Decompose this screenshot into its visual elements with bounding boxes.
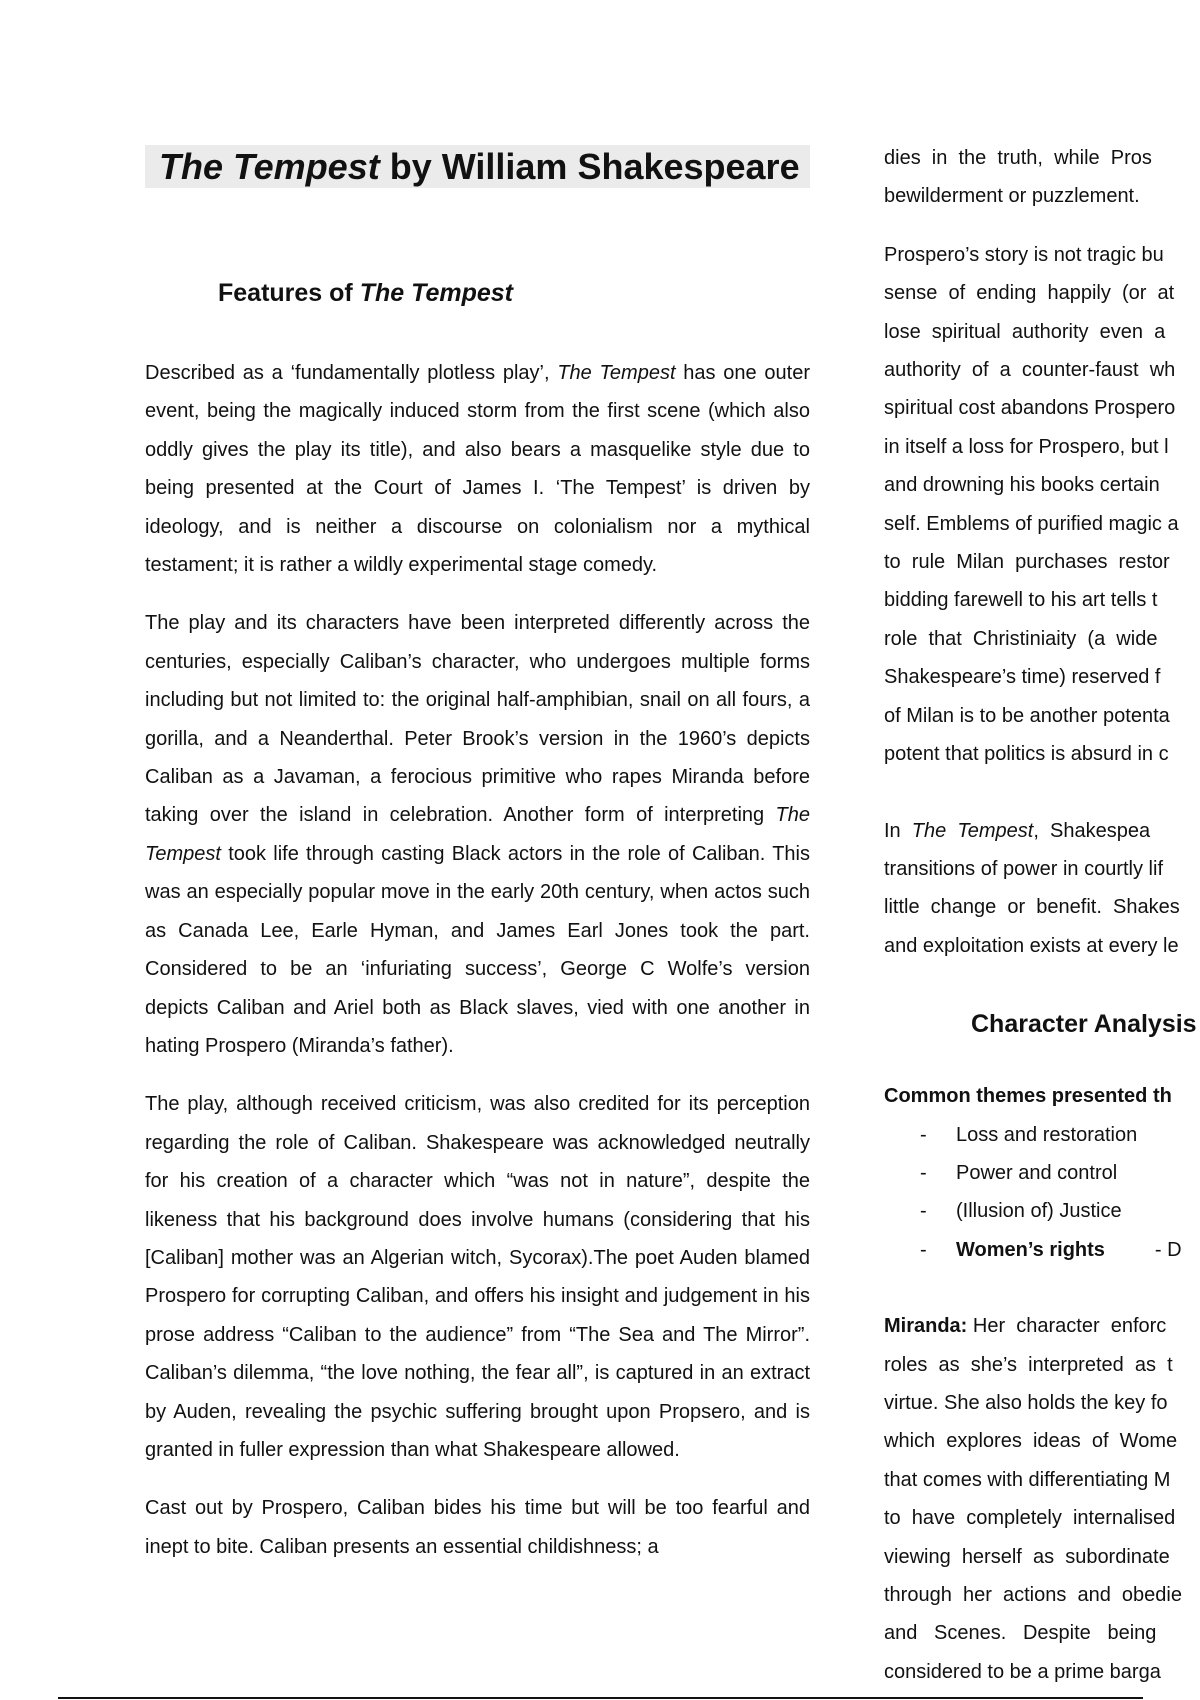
list-dash: - <box>920 1200 927 1223</box>
text-span: Her character enforc <box>967 1315 1167 1338</box>
text-line: sense of ending happily (or at <box>884 282 1175 305</box>
miranda-label: Miranda: <box>884 1315 968 1338</box>
text-line: spiritual cost abandons Prospero <box>884 397 1176 420</box>
list-item <box>884 1154 1200 1192</box>
list-item <box>884 1231 1200 1269</box>
text-line: which explores ideas of Wome <box>884 1430 1178 1453</box>
paragraph-4: Cast out by Prospero, Caliban bides his time but will be too fearful and inept to bite. Caliban presents an essential childishness; a <box>145 1497 810 1558</box>
section-heading-character-analysis: Character Analysis <box>971 1010 1197 1039</box>
text-line: to rule Milan purchases restor <box>884 551 1170 574</box>
text-line: authority of a counter-faust wh <box>884 359 1176 382</box>
list-item-label: Loss and restoration <box>956 1123 1138 1146</box>
paragraph-1-italic: The Tempest <box>557 362 676 384</box>
text-line <box>884 812 1200 850</box>
list-item-label: Women’s rights <box>956 1238 1105 1261</box>
text-line: considered to be a prime barga <box>884 1660 1161 1683</box>
themes-list <box>884 1116 1200 1270</box>
text-line: lose spiritual authority even a <box>884 320 1166 343</box>
list-item-label: (Illusion of) Justice <box>956 1200 1122 1223</box>
text-line: of Milan is to be another potenta <box>884 704 1170 727</box>
paragraph-1-a: Described as a ‘fundamentally plotless play’, <box>145 362 558 384</box>
list-item <box>884 1116 1200 1154</box>
paragraph-1 <box>145 354 810 584</box>
list-item-suffix: - D <box>1154 1238 1182 1261</box>
right-block-2 <box>884 236 1200 774</box>
title-rest: by William Shakespeare <box>379 146 800 187</box>
paragraph-2-italic: The Tempest <box>145 804 810 865</box>
right-block-1 <box>884 139 1200 216</box>
text-line: bidding farewell to his art tells t <box>884 589 1158 612</box>
paragraph-2-a: The play and its characters have been interpreted differently across the centuries, especially Caliban’s character, who undergoes multiple forms including but not limited to: the original half-amphibian, snail on all fours, a gorilla, and a Neanderthal. Peter Brook’s version in the 1960’s depicts Caliban as a Javaman, a ferocious primitive who rapes Miranda before taking over the island in celebration. Another form of interpreting <box>145 612 810 827</box>
text-line: and Scenes. Despite being <box>884 1622 1157 1645</box>
paragraph-3: The play, although received criticism, was also credited for its perception regarding the role of Caliban. Shakespeare was acknowledged neutrally for his creation of a character which “was not in nature”, despite the likeness that his background does involve humans (considering that his [Caliban] mother was an Algerian witch, Sycorax).The poet Auden blamed Prospero for corrupting Caliban, and offers his insight and judgement in his prose address “Caliban to the audience” from “The Sea and The Mirror”. Caliban’s dilemma, “the love nothing, the fear all”, is captured in an extract by Auden, revealing the psychic suffering brought upon Propsero, and is granted in fuller expression than what Shakespeare allowed. <box>145 1093 810 1461</box>
heading-prefix: Features of <box>218 279 360 307</box>
text-line: Prospero’s story is not tragic bu <box>884 243 1164 266</box>
title-italic: The Tempest <box>159 146 380 187</box>
text-line: potent that politics is absurd in c <box>884 743 1169 766</box>
list-dash: - <box>920 1238 927 1261</box>
text-line: and drowning his books certain <box>884 474 1160 497</box>
text-line: to have completely internalised <box>884 1507 1176 1530</box>
text-span: In <box>884 819 912 842</box>
list-dash: - <box>920 1161 927 1184</box>
paragraph-2-b: took life through casting Black actors in the role of Caliban. This was an especially popular move in the early 20th century, when actos such as Canada Lee, Earle Hyman, and James Earl Jones took the part. Considered to be an ‘infuriating success’, George C Wolfe’s version depicts Caliban and Ariel both as Black slaves, vied with one another in hating Prospero (Miranda’s father). <box>145 842 810 1057</box>
right-block-miranda <box>884 1307 1200 1691</box>
right-block-3 <box>884 812 1200 966</box>
text-line: roles as she’s interpreted as t <box>884 1353 1173 1376</box>
list-dash: - <box>920 1123 927 1146</box>
paragraph-2 <box>145 604 810 1065</box>
text-line: dies in the truth, while Pros <box>884 147 1152 169</box>
text-span: , Shakespea <box>1033 819 1151 842</box>
text-line: in itself a loss for Prospero, but l <box>884 435 1169 458</box>
right-column <box>884 139 1200 1691</box>
heading-italic: The Tempest <box>359 279 513 307</box>
text-line: that comes with differentiating M <box>884 1468 1171 1491</box>
list-item-label: Power and control <box>956 1161 1118 1184</box>
section-heading-features <box>218 278 810 308</box>
text-line: bewilderment or puzzlement. <box>884 185 1140 208</box>
left-column <box>145 145 810 1586</box>
text-line: role that Christiniaity (a wide <box>884 627 1158 650</box>
bottom-rule <box>58 1697 1143 1699</box>
text-line: Shakespeare’s time) reserved f <box>884 666 1161 689</box>
text-line: viewing herself as subordinate <box>884 1545 1170 1568</box>
text-line: transitions of power in courtly lif <box>884 857 1164 880</box>
text-line: self. Emblems of purified magic a <box>884 512 1179 535</box>
text-line: and exploitation exists at every le <box>884 934 1179 957</box>
text-line: through her actions and obedie <box>884 1584 1182 1606</box>
paragraph-1-b: has one outer event, being the magically induced storm from the first scene (which also oddly gives the play its title), and also bears a masquelike style due to being presented at the Court of James I. ‘The Tempest’ is driven by ideology, and is neither a discourse on colonialism nor a mythical testament; it is rather a wildly experimental stage comedy. <box>145 362 810 577</box>
text-italic: The Tempest <box>911 819 1034 842</box>
page-title <box>145 145 810 188</box>
themes-heading: Common themes presented th <box>884 1085 1172 1108</box>
text-line: little change or benefit. Shakes <box>884 896 1180 919</box>
list-item <box>884 1192 1200 1230</box>
text-line: virtue. She also holds the key fo <box>884 1391 1168 1414</box>
text-line <box>884 1307 1200 1345</box>
